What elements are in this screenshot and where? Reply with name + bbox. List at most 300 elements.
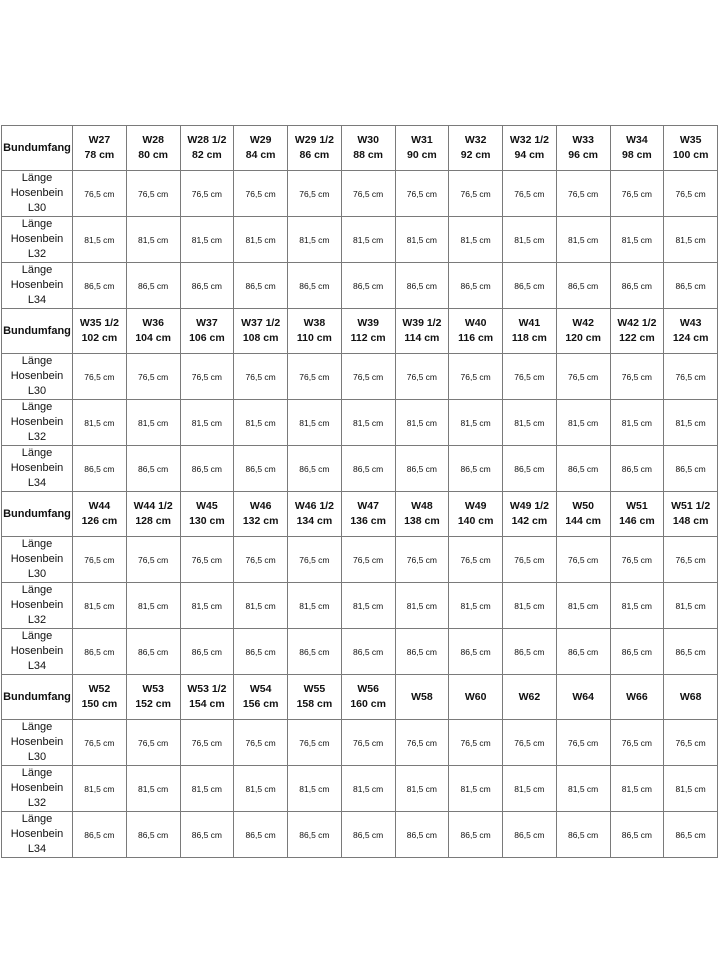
length-value-cell: 86,5 cm xyxy=(180,812,234,858)
waist-size: W37 xyxy=(196,317,218,329)
waist-size: W35 xyxy=(679,134,702,146)
length-label-line: Hosenbein xyxy=(10,599,64,611)
size-header-cell xyxy=(234,492,288,537)
length-value-cell: 81,5 cm xyxy=(556,217,610,263)
length-value-cell: 76,5 cm xyxy=(234,720,288,766)
length-value-cell: 81,5 cm xyxy=(449,766,503,812)
waist-cm: 132 cm xyxy=(242,515,279,527)
length-label-line: Hosenbein xyxy=(10,736,64,748)
size-header-cell xyxy=(449,675,503,720)
length-value-cell: 81,5 cm xyxy=(610,217,664,263)
length-value-cell: 81,5 cm xyxy=(664,217,718,263)
length-value-cell: 81,5 cm xyxy=(556,400,610,446)
length-value-cell: 81,5 cm xyxy=(126,766,180,812)
length-value-cell: 76,5 cm xyxy=(234,537,288,583)
waist-size: W45 xyxy=(196,500,218,512)
length-row xyxy=(2,720,718,766)
length-value-cell: 76,5 cm xyxy=(664,537,718,583)
length-value-cell: 86,5 cm xyxy=(503,812,557,858)
size-header-cell xyxy=(664,309,718,354)
length-value-cell: 86,5 cm xyxy=(449,263,503,309)
waist-size: W46 xyxy=(249,500,272,512)
waist-cm: 92 cm xyxy=(460,149,491,161)
length-value-cell: 86,5 cm xyxy=(126,263,180,309)
waist-size: W30 xyxy=(357,134,379,146)
waist-size: W44 xyxy=(88,500,111,512)
length-label-line: Länge xyxy=(21,721,53,733)
waist-cm: 80 cm xyxy=(138,149,169,161)
length-label-line: Länge xyxy=(21,264,53,276)
length-value-cell: 86,5 cm xyxy=(610,446,664,492)
length-value-cell: 81,5 cm xyxy=(449,400,503,446)
waist-size: W32 1/2 xyxy=(509,134,549,146)
length-value-cell: 81,5 cm xyxy=(395,766,449,812)
length-value-cell: 86,5 cm xyxy=(556,263,610,309)
length-value-cell: 76,5 cm xyxy=(288,354,342,400)
size-header-cell xyxy=(73,492,127,537)
size-header-cell xyxy=(395,492,449,537)
waist-cm: 78 cm xyxy=(84,149,115,161)
waist-size: W51 xyxy=(626,500,648,512)
waist-cm: 136 cm xyxy=(350,515,386,527)
length-value-cell: 81,5 cm xyxy=(610,766,664,812)
length-value-cell: 86,5 cm xyxy=(395,812,449,858)
waist-cm: 104 cm xyxy=(135,332,171,344)
length-value-cell: 76,5 cm xyxy=(180,354,234,400)
waist-size: W50 xyxy=(572,500,594,512)
waist-cm: 158 cm xyxy=(296,698,333,710)
waist-cm: 154 cm xyxy=(189,698,225,710)
size-header-row xyxy=(2,492,718,537)
size-header-cell xyxy=(449,126,503,171)
length-value-cell: 76,5 cm xyxy=(503,720,557,766)
length-value-cell: 81,5 cm xyxy=(449,583,503,629)
length-value-cell: 76,5 cm xyxy=(449,354,503,400)
size-header-cell xyxy=(180,492,234,537)
length-value-cell: 86,5 cm xyxy=(449,446,503,492)
waist-size: W62 xyxy=(518,690,541,703)
length-value-cell: 76,5 cm xyxy=(341,537,395,583)
waist-size: W39 xyxy=(357,317,379,329)
size-header-cell xyxy=(341,675,395,720)
length-value-cell: 81,5 cm xyxy=(556,766,610,812)
length-value-cell: 81,5 cm xyxy=(395,217,449,263)
size-header-cell xyxy=(610,309,664,354)
length-value-cell: 86,5 cm xyxy=(341,263,395,309)
length-row xyxy=(2,263,718,309)
length-value-cell: 81,5 cm xyxy=(395,583,449,629)
length-value-cell: 86,5 cm xyxy=(180,446,234,492)
waist-label: Bundumfang xyxy=(2,492,73,537)
length-value-cell: 81,5 cm xyxy=(341,217,395,263)
waist-cm: 138 cm xyxy=(404,515,440,527)
length-value-cell: 81,5 cm xyxy=(664,766,718,812)
length-label xyxy=(2,263,73,309)
length-value-cell: 81,5 cm xyxy=(234,400,288,446)
size-header-cell xyxy=(610,492,664,537)
length-value-cell: 76,5 cm xyxy=(180,720,234,766)
waist-cm: 96 cm xyxy=(568,149,599,161)
length-label xyxy=(2,400,73,446)
length-value-cell: 76,5 cm xyxy=(503,171,557,217)
length-label-line: Länge xyxy=(21,172,53,184)
length-value-cell: 86,5 cm xyxy=(449,629,503,675)
waist-cm: 134 cm xyxy=(296,515,333,527)
waist-cm: 94 cm xyxy=(514,149,545,161)
waist-size: W40 xyxy=(464,317,487,329)
length-label-line: L30 xyxy=(27,385,47,397)
length-value-cell: 81,5 cm xyxy=(126,400,180,446)
size-header-cell xyxy=(288,126,342,171)
waist-size: W29 1/2 xyxy=(294,134,334,146)
length-label-line: L32 xyxy=(27,797,47,809)
waist-cm: 100 cm xyxy=(672,149,709,161)
waist-cm: 98 cm xyxy=(621,149,652,161)
length-label-line: Hosenbein xyxy=(10,462,64,474)
length-label-line: Länge xyxy=(21,218,53,230)
waist-size: W53 1/2 xyxy=(187,683,227,695)
length-value-cell: 76,5 cm xyxy=(180,171,234,217)
length-label-line: L32 xyxy=(27,431,47,443)
waist-cm: 120 cm xyxy=(565,332,601,344)
waist-size: W28 1/2 xyxy=(187,134,227,146)
length-value-cell: 81,5 cm xyxy=(288,217,342,263)
length-value-cell: 86,5 cm xyxy=(73,812,127,858)
length-label-line: L34 xyxy=(27,477,47,489)
size-header-cell xyxy=(664,675,718,720)
waist-cm: 148 cm xyxy=(672,515,709,527)
waist-size: W44 1/2 xyxy=(133,500,173,512)
length-row xyxy=(2,766,718,812)
size-header-cell xyxy=(556,675,610,720)
length-value-cell: 81,5 cm xyxy=(234,217,288,263)
size-chart-table xyxy=(1,125,718,858)
size-header-cell xyxy=(341,126,395,171)
waist-label: Bundumfang xyxy=(2,309,73,354)
length-row xyxy=(2,217,718,263)
length-value-cell: 76,5 cm xyxy=(664,354,718,400)
length-value-cell: 76,5 cm xyxy=(180,537,234,583)
length-value-cell: 86,5 cm xyxy=(234,446,288,492)
length-value-cell: 76,5 cm xyxy=(395,171,449,217)
length-value-cell: 76,5 cm xyxy=(126,720,180,766)
length-value-cell: 81,5 cm xyxy=(73,400,127,446)
waist-cm: 112 cm xyxy=(350,332,386,344)
waist-cm: 128 cm xyxy=(135,515,171,527)
waist-size: W51 1/2 xyxy=(671,500,711,512)
length-value-cell: 81,5 cm xyxy=(341,583,395,629)
length-label xyxy=(2,720,73,766)
waist-size: W56 xyxy=(357,683,379,695)
length-value-cell: 86,5 cm xyxy=(126,812,180,858)
size-header-cell xyxy=(126,492,180,537)
length-row xyxy=(2,171,718,217)
length-row xyxy=(2,400,718,446)
length-value-cell: 81,5 cm xyxy=(288,766,342,812)
length-value-cell: 86,5 cm xyxy=(449,812,503,858)
waist-size: W53 xyxy=(142,683,164,695)
length-label-line: Hosenbein xyxy=(10,187,64,199)
waist-size: W43 xyxy=(679,317,702,329)
length-row xyxy=(2,354,718,400)
length-label xyxy=(2,171,73,217)
length-label-line: L32 xyxy=(27,248,47,260)
size-header-cell xyxy=(449,492,503,537)
length-value-cell: 86,5 cm xyxy=(73,263,127,309)
waist-size: W66 xyxy=(626,690,648,703)
length-value-cell: 86,5 cm xyxy=(288,629,342,675)
length-value-cell: 81,5 cm xyxy=(503,583,557,629)
length-value-cell: 76,5 cm xyxy=(126,171,180,217)
length-label xyxy=(2,354,73,400)
length-value-cell: 86,5 cm xyxy=(288,446,342,492)
waist-cm: 150 cm xyxy=(81,698,118,710)
length-value-cell: 76,5 cm xyxy=(73,720,127,766)
length-label xyxy=(2,217,73,263)
length-value-cell: 76,5 cm xyxy=(126,537,180,583)
length-value-cell: 76,5 cm xyxy=(610,537,664,583)
length-label-line: Länge xyxy=(21,355,53,367)
size-header-cell xyxy=(449,309,503,354)
length-value-cell: 76,5 cm xyxy=(449,537,503,583)
length-value-cell: 76,5 cm xyxy=(556,354,610,400)
size-header-cell xyxy=(395,126,449,171)
length-value-cell: 76,5 cm xyxy=(234,354,288,400)
waist-size: W42 xyxy=(572,317,594,329)
length-value-cell: 76,5 cm xyxy=(288,720,342,766)
length-value-cell: 81,5 cm xyxy=(288,400,342,446)
size-header-cell xyxy=(503,492,557,537)
length-label-line: Länge xyxy=(21,630,53,642)
waist-size: W49 1/2 xyxy=(509,500,549,512)
length-value-cell: 86,5 cm xyxy=(610,629,664,675)
size-header-cell xyxy=(126,675,180,720)
length-value-cell: 81,5 cm xyxy=(341,766,395,812)
length-value-cell: 86,5 cm xyxy=(180,629,234,675)
length-value-cell: 86,5 cm xyxy=(341,629,395,675)
size-header-cell xyxy=(610,675,664,720)
length-value-cell: 81,5 cm xyxy=(180,217,234,263)
waist-size: W47 xyxy=(357,500,379,512)
length-value-cell: 81,5 cm xyxy=(503,400,557,446)
length-value-cell: 86,5 cm xyxy=(180,263,234,309)
length-label xyxy=(2,583,73,629)
length-value-cell: 81,5 cm xyxy=(664,583,718,629)
length-value-cell: 81,5 cm xyxy=(126,583,180,629)
waist-size: W31 xyxy=(411,134,433,146)
size-header-cell xyxy=(180,675,234,720)
length-value-cell: 81,5 cm xyxy=(73,217,127,263)
length-value-cell: 86,5 cm xyxy=(664,263,718,309)
length-label-line: Hosenbein xyxy=(10,416,64,428)
waist-cm: 152 cm xyxy=(135,698,171,710)
size-header-cell xyxy=(610,126,664,171)
length-value-cell: 86,5 cm xyxy=(556,812,610,858)
length-value-cell: 76,5 cm xyxy=(556,720,610,766)
waist-size: W42 1/2 xyxy=(617,317,657,329)
waist-size: W29 xyxy=(249,134,272,146)
length-label xyxy=(2,537,73,583)
size-header-cell xyxy=(556,126,610,171)
waist-cm: 118 cm xyxy=(511,332,547,344)
waist-cm: 116 cm xyxy=(458,332,494,344)
length-value-cell: 81,5 cm xyxy=(556,583,610,629)
waist-size: W49 xyxy=(464,500,487,512)
waist-size: W60 xyxy=(464,690,487,703)
length-value-cell: 76,5 cm xyxy=(556,171,610,217)
length-value-cell: 81,5 cm xyxy=(126,217,180,263)
length-value-cell: 86,5 cm xyxy=(73,629,127,675)
length-label-line: Länge xyxy=(21,584,53,596)
length-value-cell: 86,5 cm xyxy=(341,812,395,858)
size-header-cell xyxy=(288,492,342,537)
length-label-line: L30 xyxy=(27,202,47,214)
length-value-cell: 76,5 cm xyxy=(395,354,449,400)
length-value-cell: 76,5 cm xyxy=(288,537,342,583)
length-label-line: Länge xyxy=(21,538,53,550)
length-label-line: Hosenbein xyxy=(10,553,64,565)
length-value-cell: 86,5 cm xyxy=(503,263,557,309)
length-value-cell: 86,5 cm xyxy=(234,812,288,858)
length-value-cell: 76,5 cm xyxy=(664,171,718,217)
waist-size: W52 xyxy=(88,683,111,695)
waist-size: W28 xyxy=(142,134,164,146)
size-header-cell xyxy=(341,309,395,354)
waist-size: W46 1/2 xyxy=(294,500,334,512)
waist-label: Bundumfang xyxy=(2,675,73,720)
waist-cm: 88 cm xyxy=(353,149,384,161)
waist-cm: 160 cm xyxy=(350,698,386,710)
length-value-cell: 86,5 cm xyxy=(664,446,718,492)
length-value-cell: 81,5 cm xyxy=(395,400,449,446)
length-value-cell: 81,5 cm xyxy=(180,583,234,629)
size-header-cell xyxy=(180,126,234,171)
length-value-cell: 76,5 cm xyxy=(610,171,664,217)
waist-cm: 146 cm xyxy=(619,515,655,527)
length-value-cell: 76,5 cm xyxy=(73,537,127,583)
length-value-cell: 86,5 cm xyxy=(664,812,718,858)
waist-cm: 122 cm xyxy=(619,332,655,344)
waist-cm: 126 cm xyxy=(81,515,118,527)
waist-cm: 140 cm xyxy=(457,515,494,527)
waist-size: W39 1/2 xyxy=(402,317,442,329)
waist-cm: 144 cm xyxy=(565,515,601,527)
waist-cm: 108 cm xyxy=(242,332,279,344)
length-value-cell: 81,5 cm xyxy=(288,583,342,629)
length-row xyxy=(2,537,718,583)
waist-cm: 142 cm xyxy=(511,515,548,527)
length-value-cell: 76,5 cm xyxy=(449,720,503,766)
length-value-cell: 76,5 cm xyxy=(449,171,503,217)
length-value-cell: 76,5 cm xyxy=(234,171,288,217)
size-header-cell xyxy=(234,309,288,354)
waist-size: W64 xyxy=(572,690,594,703)
size-chart-body xyxy=(2,126,718,858)
length-label xyxy=(2,766,73,812)
waist-size: W68 xyxy=(679,690,702,703)
waist-cm: 156 cm xyxy=(242,698,279,710)
waist-size: W58 xyxy=(411,690,433,703)
length-value-cell: 76,5 cm xyxy=(73,354,127,400)
length-value-cell: 81,5 cm xyxy=(180,766,234,812)
waist-cm: 84 cm xyxy=(245,149,276,161)
length-value-cell: 86,5 cm xyxy=(395,629,449,675)
length-value-cell: 76,5 cm xyxy=(73,171,127,217)
waist-size: W55 xyxy=(303,683,326,695)
length-value-cell: 86,5 cm xyxy=(126,446,180,492)
waist-size: W48 xyxy=(411,500,433,512)
length-value-cell: 81,5 cm xyxy=(234,766,288,812)
length-value-cell: 81,5 cm xyxy=(341,400,395,446)
length-label-line: Hosenbein xyxy=(10,279,64,291)
size-header-cell xyxy=(73,309,127,354)
length-value-cell: 76,5 cm xyxy=(395,537,449,583)
size-header-cell xyxy=(503,675,557,720)
waist-size: W38 xyxy=(303,317,326,329)
size-header-cell xyxy=(180,309,234,354)
length-value-cell: 86,5 cm xyxy=(234,629,288,675)
size-header-cell xyxy=(126,309,180,354)
length-value-cell: 81,5 cm xyxy=(503,217,557,263)
length-value-cell: 81,5 cm xyxy=(610,400,664,446)
length-label-line: Hosenbein xyxy=(10,370,64,382)
size-header-cell xyxy=(503,309,557,354)
waist-size: W27 xyxy=(88,134,111,146)
size-header-cell xyxy=(288,675,342,720)
length-value-cell: 86,5 cm xyxy=(126,629,180,675)
waist-size: W32 xyxy=(464,134,487,146)
waist-size: W33 xyxy=(572,134,594,146)
length-value-cell: 81,5 cm xyxy=(73,766,127,812)
length-label-line: Hosenbein xyxy=(10,782,64,794)
length-value-cell: 76,5 cm xyxy=(288,171,342,217)
length-value-cell: 76,5 cm xyxy=(503,537,557,583)
length-value-cell: 86,5 cm xyxy=(234,263,288,309)
length-value-cell: 86,5 cm xyxy=(556,446,610,492)
waist-cm: 106 cm xyxy=(189,332,225,344)
length-label-line: L32 xyxy=(27,614,47,626)
size-header-cell xyxy=(664,126,718,171)
length-label xyxy=(2,812,73,858)
size-header-cell xyxy=(126,126,180,171)
length-label-line: Länge xyxy=(21,447,53,459)
length-value-cell: 76,5 cm xyxy=(503,354,557,400)
length-row xyxy=(2,629,718,675)
waist-cm: 110 cm xyxy=(296,332,332,344)
waist-cm: 86 cm xyxy=(299,149,330,161)
length-value-cell: 86,5 cm xyxy=(341,446,395,492)
length-value-cell: 76,5 cm xyxy=(341,354,395,400)
length-value-cell: 86,5 cm xyxy=(503,446,557,492)
waist-size: W35 1/2 xyxy=(79,317,119,329)
length-value-cell: 76,5 cm xyxy=(610,720,664,766)
length-label-line: L34 xyxy=(27,660,47,672)
length-value-cell: 86,5 cm xyxy=(556,629,610,675)
length-value-cell: 76,5 cm xyxy=(341,720,395,766)
size-header-cell xyxy=(395,675,449,720)
size-header-cell xyxy=(73,675,127,720)
waist-label: Bundumfang xyxy=(2,126,73,171)
size-header-cell xyxy=(73,126,127,171)
length-value-cell: 86,5 cm xyxy=(610,263,664,309)
length-value-cell: 76,5 cm xyxy=(556,537,610,583)
length-label-line: Länge xyxy=(21,401,53,413)
size-header-cell xyxy=(341,492,395,537)
size-header-cell xyxy=(234,675,288,720)
length-label xyxy=(2,629,73,675)
length-value-cell: 81,5 cm xyxy=(503,766,557,812)
length-value-cell: 86,5 cm xyxy=(73,446,127,492)
